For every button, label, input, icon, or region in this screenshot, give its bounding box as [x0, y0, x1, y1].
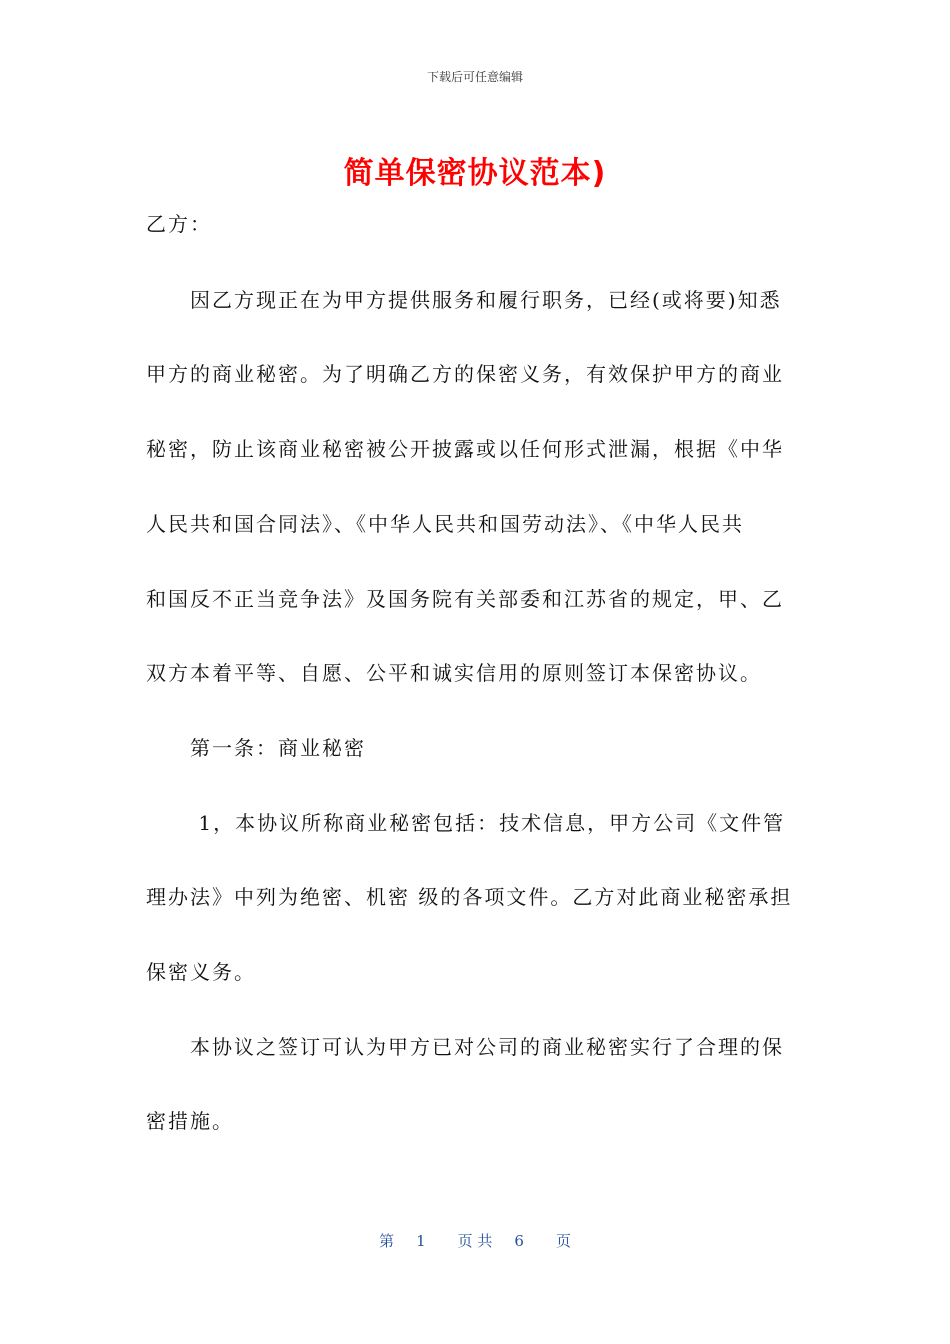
page-footer	[0, 1230, 950, 1251]
footer-page-number: 1	[416, 1232, 426, 1250]
paragraph-line: 甲方的商业秘密。为了明确乙方的保密义务，有效保护甲方的商业	[146, 362, 784, 386]
section-heading: 第一条：商业秘密	[146, 736, 366, 760]
paragraph-line: 理办法》中列为绝密、机密 级的各项文件。乙方对此商业秘密承担	[146, 885, 793, 909]
paragraph-line: 和国反不正当竞争法》及国务院有关部委和江苏省的规定，甲、乙	[146, 587, 784, 611]
footer-di: 第	[379, 1232, 395, 1250]
paragraph-line: 双方本着平等、自愿、公平和诚实信用的原则签订本保密协议。	[146, 661, 762, 685]
paragraph-line: 因乙方现正在为甲方提供服务和履行职务，已经(或将要)知悉	[146, 288, 782, 312]
document-title: 简单保密协议范本)	[343, 156, 607, 191]
footer-total-pages: 6	[514, 1232, 524, 1250]
paragraph-line: 保密义务。	[146, 960, 256, 984]
paragraph-line: 1，本协议所称商业秘密包括：技术信息，甲方公司《文件管	[146, 811, 786, 835]
party-line: 乙方：	[146, 212, 212, 236]
footer-ye-gong: 页 共	[457, 1232, 493, 1250]
footer-ye: 页	[555, 1232, 571, 1250]
paragraph-line: 本协议之签订可认为甲方已对公司的商业秘密实行了合理的保	[146, 1035, 784, 1059]
paragraph-line: 人民共和国合同法》、《中华人民共和国劳动法》、《中华人民共	[146, 512, 744, 536]
paragraph-line: 密措施。	[146, 1109, 234, 1133]
header-note: 下载后可任意编辑	[426, 70, 523, 84]
paragraph-line: 秘密，防止该商业秘密被公开披露或以任何形式泄漏，根据《中华	[146, 437, 784, 461]
